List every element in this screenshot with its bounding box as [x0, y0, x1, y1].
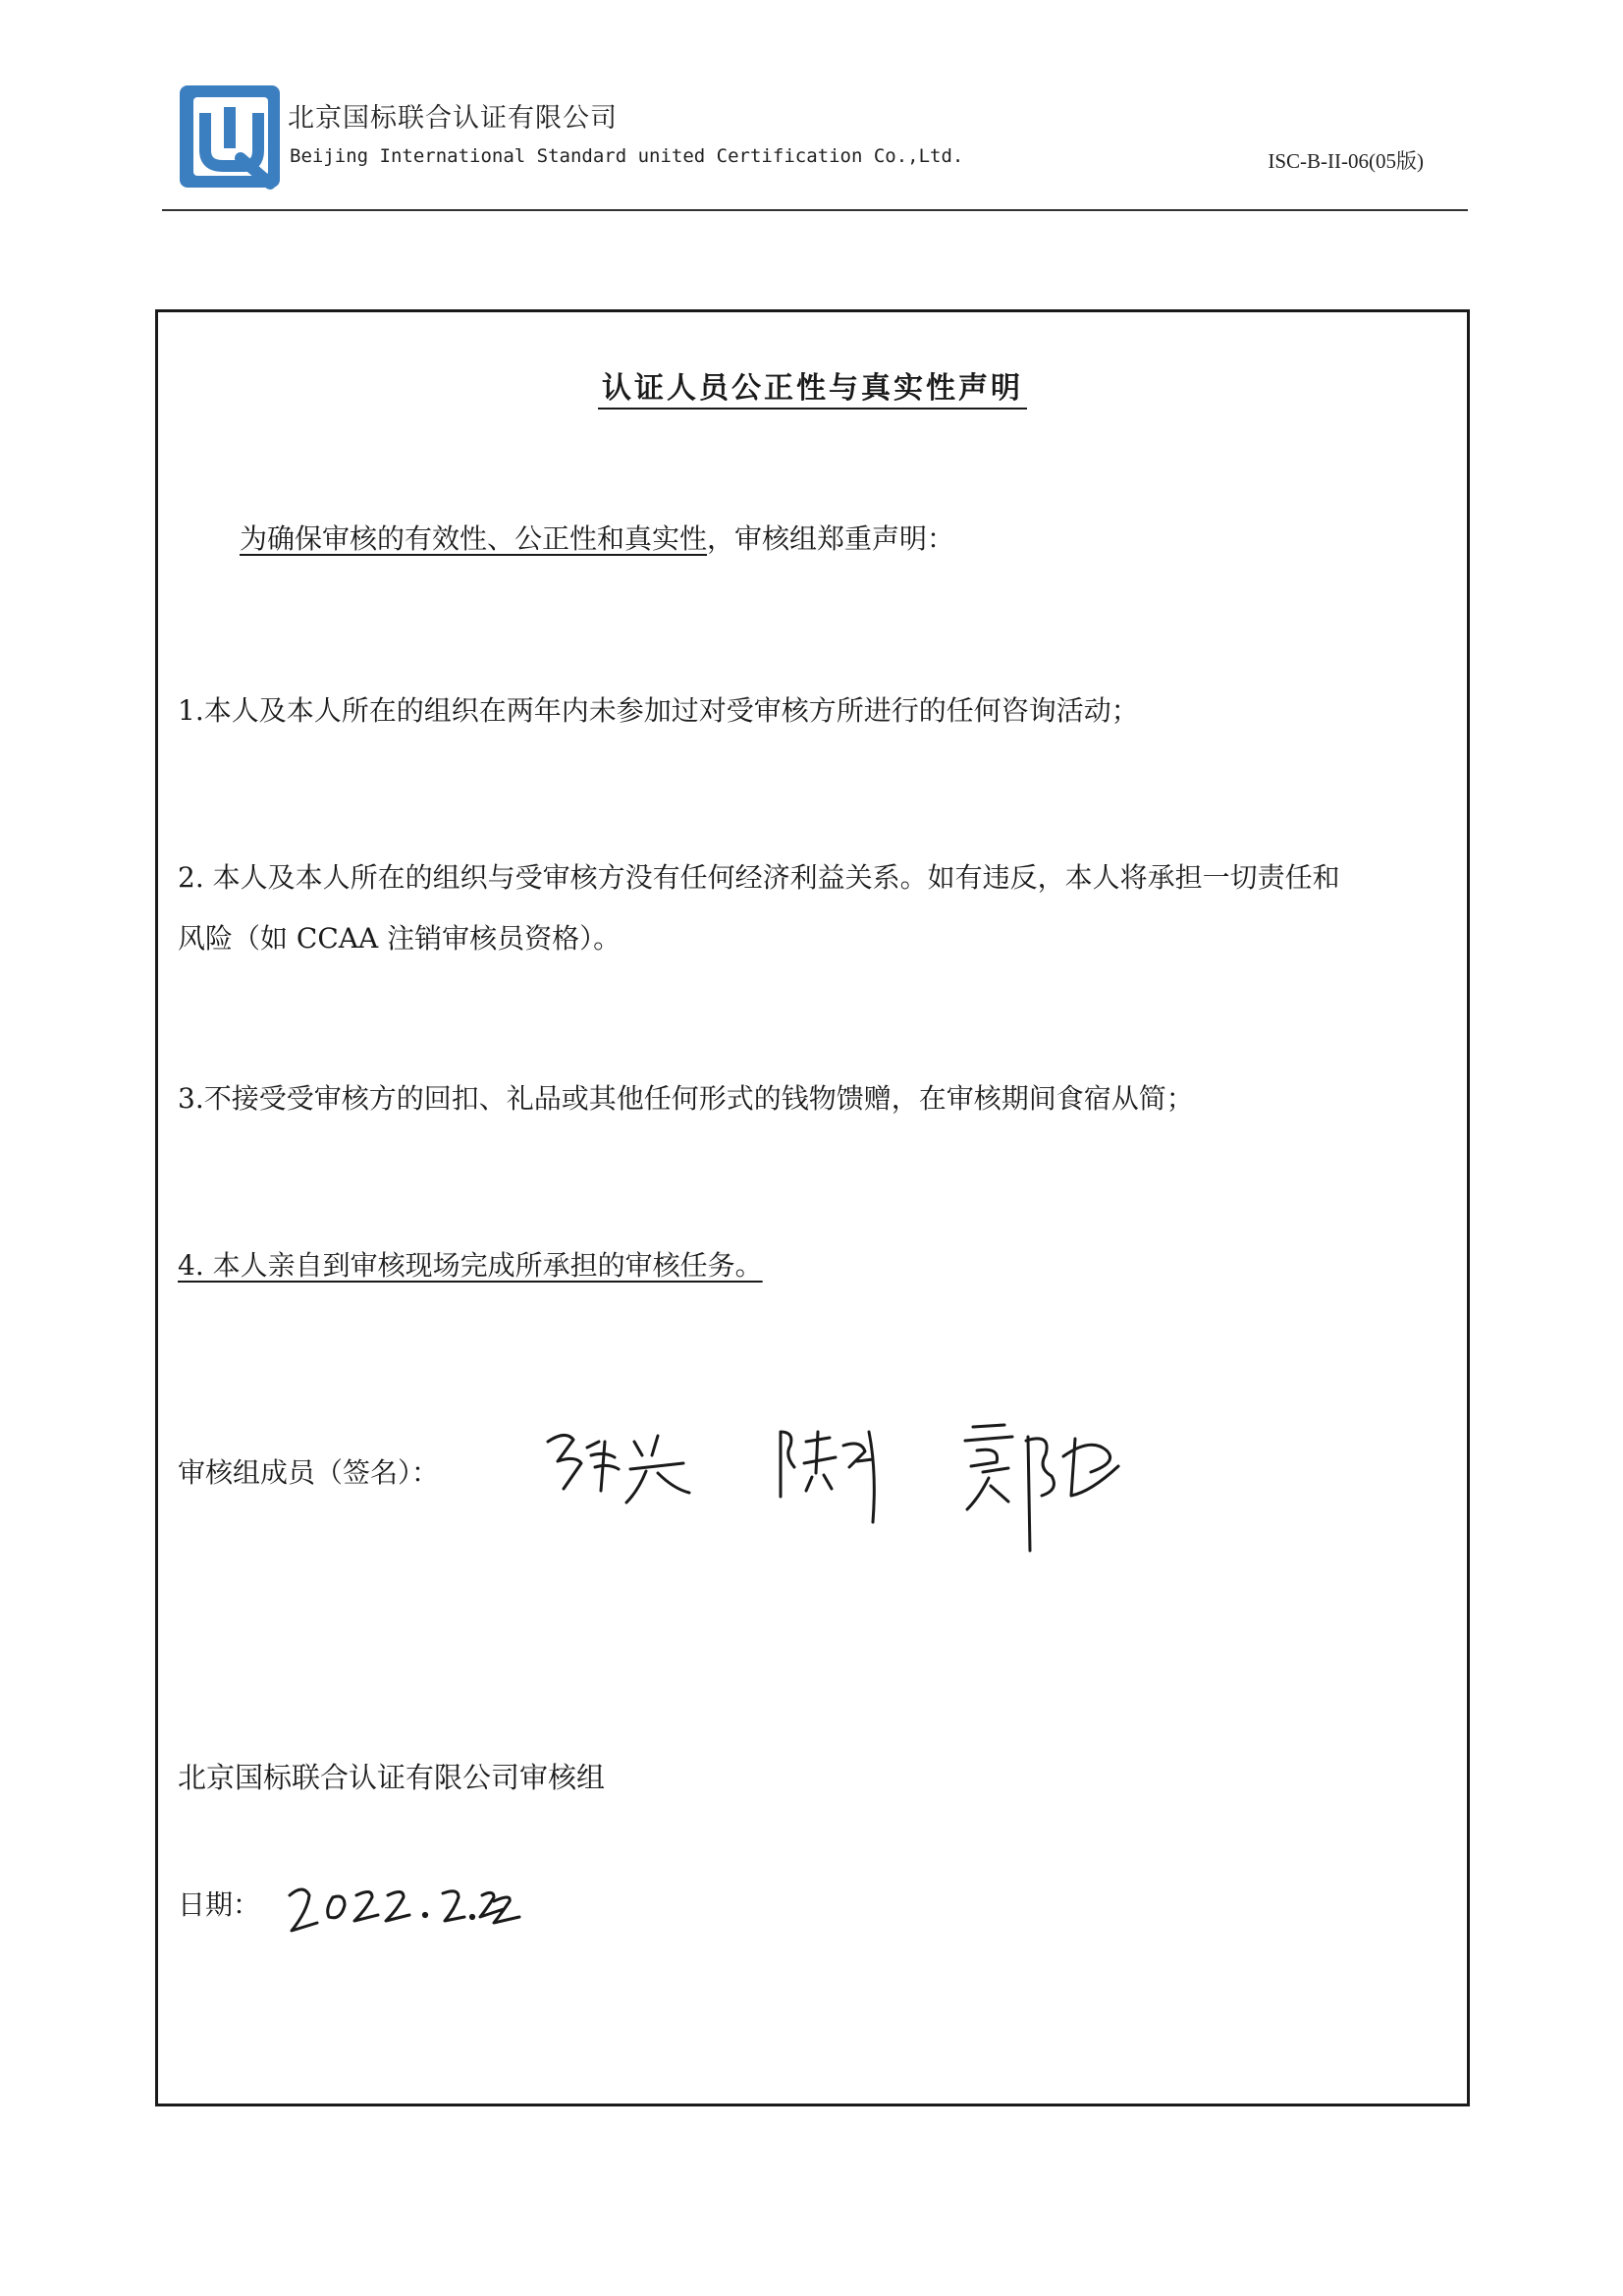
- declaration-item-4: [178, 1235, 763, 1296]
- declaration-item-2-line-1: 2. 本人及本人所在的组织与受审核方没有任何经济利益关系。如有违反，本人将承担一切责任和: [178, 861, 1340, 894]
- declaration-frame: [155, 309, 1470, 2106]
- document-title-text: 认证人员公正性与真实性声明: [598, 371, 1027, 410]
- page-header: [162, 77, 1468, 204]
- audit-team-organization: 北京国标联合认证有限公司审核组: [178, 1761, 606, 1794]
- member-signature-1: [536, 1412, 703, 1520]
- company-name-en: Beijing International Standard united Certification Co.,Ltd.: [290, 145, 964, 167]
- declaration-item-2-line-2: 风险（如 CCAA 注销审核员资格）。: [178, 922, 622, 955]
- intro-underlined: 为确保审核的有效性、公正性和真实性: [240, 522, 708, 555]
- document-code: ISC-B-II-06(05版): [1268, 149, 1424, 173]
- document-title: [158, 363, 1467, 407]
- date-label: 日期：: [178, 1888, 261, 1921]
- intro-paragraph: [240, 509, 954, 570]
- declaration-item-1: 1.本人及本人所在的组织在两年内未参加过对受审核方所进行的任何咨询活动；: [178, 694, 1139, 727]
- member-signature-2: [767, 1402, 894, 1530]
- header-divider: [162, 209, 1468, 211]
- members-signature-label: 审核组成员（签名）：: [178, 1456, 440, 1489]
- company-name-cn: 北京国标联合认证有限公司: [288, 103, 618, 134]
- intro-rest: ，审核组郑重声明：: [707, 522, 955, 555]
- declaration-item-2: [178, 847, 1340, 969]
- company-logo-icon: [176, 82, 284, 191]
- declaration-item-3: 3.不接受受审核方的回扣、礼品或其他任何形式的钱物馈赠，在审核期间食宿从简；: [178, 1082, 1194, 1115]
- date-signature: [276, 1866, 531, 1944]
- declaration-item-4-text: 4. 本人亲自到审核现场完成所承担的审核任务。: [178, 1249, 763, 1282]
- member-signature-3: [944, 1407, 1140, 1555]
